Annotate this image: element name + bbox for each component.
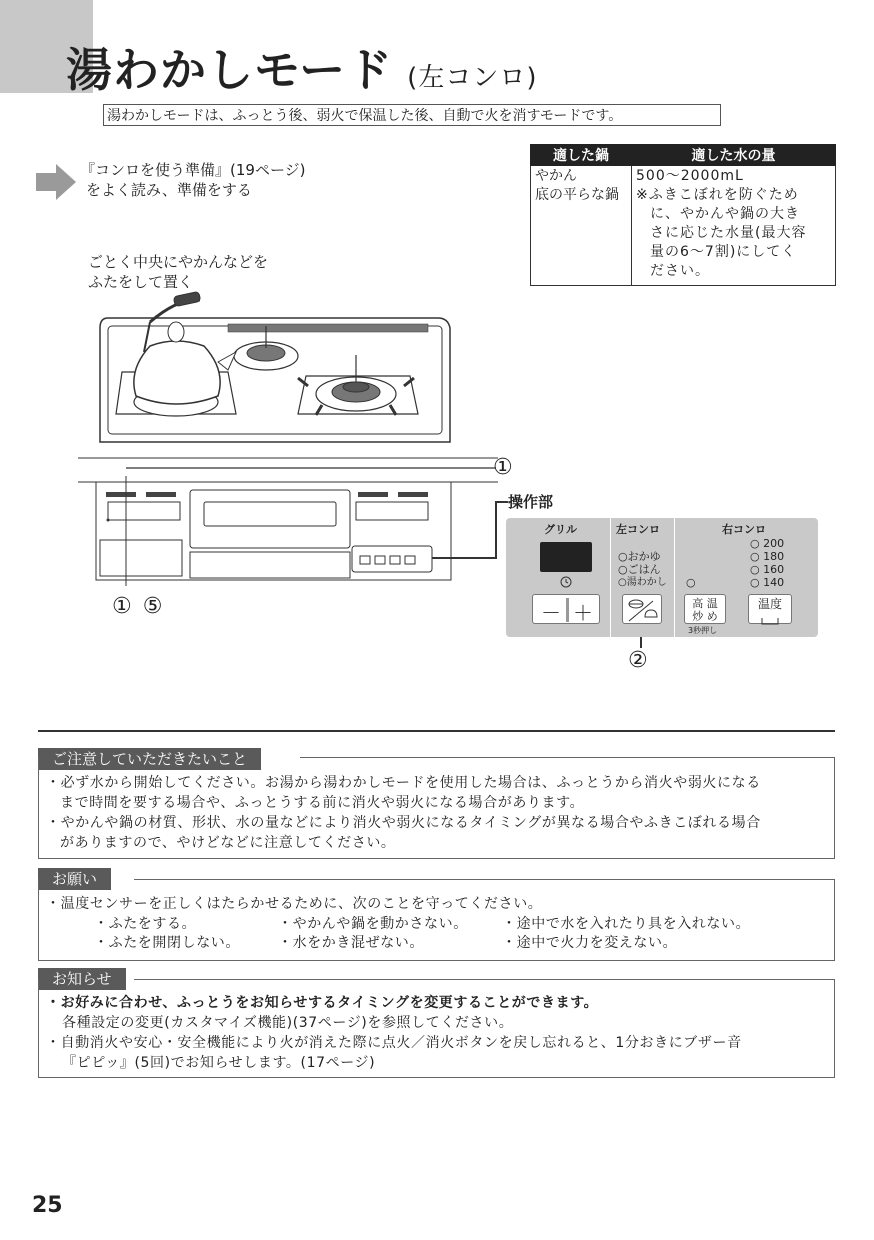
water-note-4: 量の6～7割)にしてく [650,244,797,260]
panel-divider [674,518,675,637]
caution-line-3: ・やかんや鍋の材質、形状、水の量などにより消火や弱火になるタイミングが異なる場合やふきこぼれる場合 [46,815,761,831]
mode-yuwakashi: ○湯わかし [618,577,667,588]
notice-line-1: ・お好みに合わせ、ふっとうをお知らせするタイミングを変更することができます。 [46,995,599,1011]
pot-line-2: 底の平らな鍋 [535,187,619,203]
notice-line-3: ・自動消火や安心・安全機能により火が消えた際に点火／消火ボタンを戻し忘れると、1分おきにブザー音 [46,1035,742,1051]
clock-icon [560,576,572,588]
control-panel [506,518,818,637]
callout-2: ② [628,648,648,673]
water-header: 適した水の量 [632,145,836,166]
pot-line-1: やかん [535,168,577,184]
title-main: 湯わかしモード [66,43,394,97]
notice-line-2: 各種設定の変更(カスタマイズ機能)(37ページ)を参照してください。 [62,1015,514,1031]
temp-140: ○ 140 [750,576,785,589]
water-cell [632,166,836,286]
operation-label: 操作部 [508,493,554,511]
high-heat-label-1: 高 温 [692,597,718,610]
caution-heading: ご注意していただきたいこと [38,748,261,770]
water-note-2: に、やかんや鍋の大き [650,206,800,222]
request-item-5: ・水をかき混ぜない。 [278,935,424,951]
section-divider [38,730,835,732]
caution-line-4: がありますので、やけどなどに注意してください。 [60,835,396,851]
right-burner-label: 右コンロ [722,523,766,536]
kettle-mode-icon [623,595,661,623]
title-sub: (左コンロ) [407,63,538,93]
pot-table [530,144,836,286]
temp-160: ○ 160 [750,563,785,576]
step-2-line1: ごとく中央にやかんなどを [88,253,269,271]
temp-200: ○ 200 [750,537,785,550]
grill-timer-buttons[interactable] [532,594,600,624]
pot-icon [760,618,780,626]
intro-text: 湯わかしモードは、ふっとう後、弱火で保温した後、自動で火を消すモードです。 [103,104,721,126]
high-heat-indicator: ○ [686,576,696,589]
left-burner-label: 左コンロ [616,523,660,536]
temperature-button-label: 温度 [757,597,782,611]
grill-label: グリル [544,523,577,536]
request-item-2: ・やかんや鍋を動かさない。 [278,916,468,932]
step-1 [80,160,306,200]
request-item-6: ・途中で火力を変えない。 [502,935,678,951]
temp-180: ○ 180 [750,550,785,563]
panel-divider [610,518,611,637]
water-note-1: ※ふきこぼれを防ぐため [636,187,799,203]
step-1-line2: をよく読み、準備をする [86,181,252,199]
request-item-1: ・ふたをする。 [94,916,197,932]
temperature-button[interactable] [748,594,792,624]
notice-heading: お知らせ [38,968,126,990]
plus-button[interactable]: ＋ [573,601,593,625]
water-amount: 500～2000mL [636,168,744,184]
page-title [66,34,537,100]
step-2-line2: ふたをして置く [88,273,194,291]
press-3s-note: 3秒押し [688,626,718,635]
callout-1: ① [493,455,513,480]
request-item-3: ・途中で水を入れたり具を入れない。 [502,916,751,932]
request-heading: お願い [38,868,111,890]
mode-gohan: ○ごはん [618,563,661,576]
page-number: 25 [32,1193,63,1218]
caution-line-1: ・必ず水から開始してください。お湯から湯わかしモードを使用した場合は、ふっとうから消火や弱火になる [46,775,761,791]
water-note-5: ださい。 [650,263,710,279]
step-2 [88,252,268,292]
step-1-line1: 『コンロを使う準備』(19ページ) [80,161,306,179]
callout-1-5: ① ⑤ [112,594,165,619]
button-divider [566,598,569,622]
arrow-right-icon [36,164,76,200]
water-note-3: さに応じた水量(最大容 [650,225,807,241]
high-heat-label-2: 炒 め [692,610,718,623]
pot-header: 適した鍋 [531,145,632,166]
caution-line-2: まで時間を要する場合や、ふっとうする前に消火や弱火になる場合があります。 [60,795,585,811]
left-burner-mode-button[interactable] [622,594,662,624]
request-item-4: ・ふたを開閉しない。 [94,935,240,951]
minus-button[interactable]: － [541,601,561,625]
pot-cell [531,166,632,286]
stove-illustration [78,290,538,590]
high-heat-fry-button[interactable] [684,594,726,624]
request-line-1: ・温度センサーを正しくはたらかせるために、次のことを守ってください。 [46,896,543,912]
notice-line-4: 『ピピッ』(5回)でお知らせします。(17ページ) [62,1055,376,1071]
grill-display [540,542,592,572]
mode-okayu: ○おかゆ [618,550,661,563]
